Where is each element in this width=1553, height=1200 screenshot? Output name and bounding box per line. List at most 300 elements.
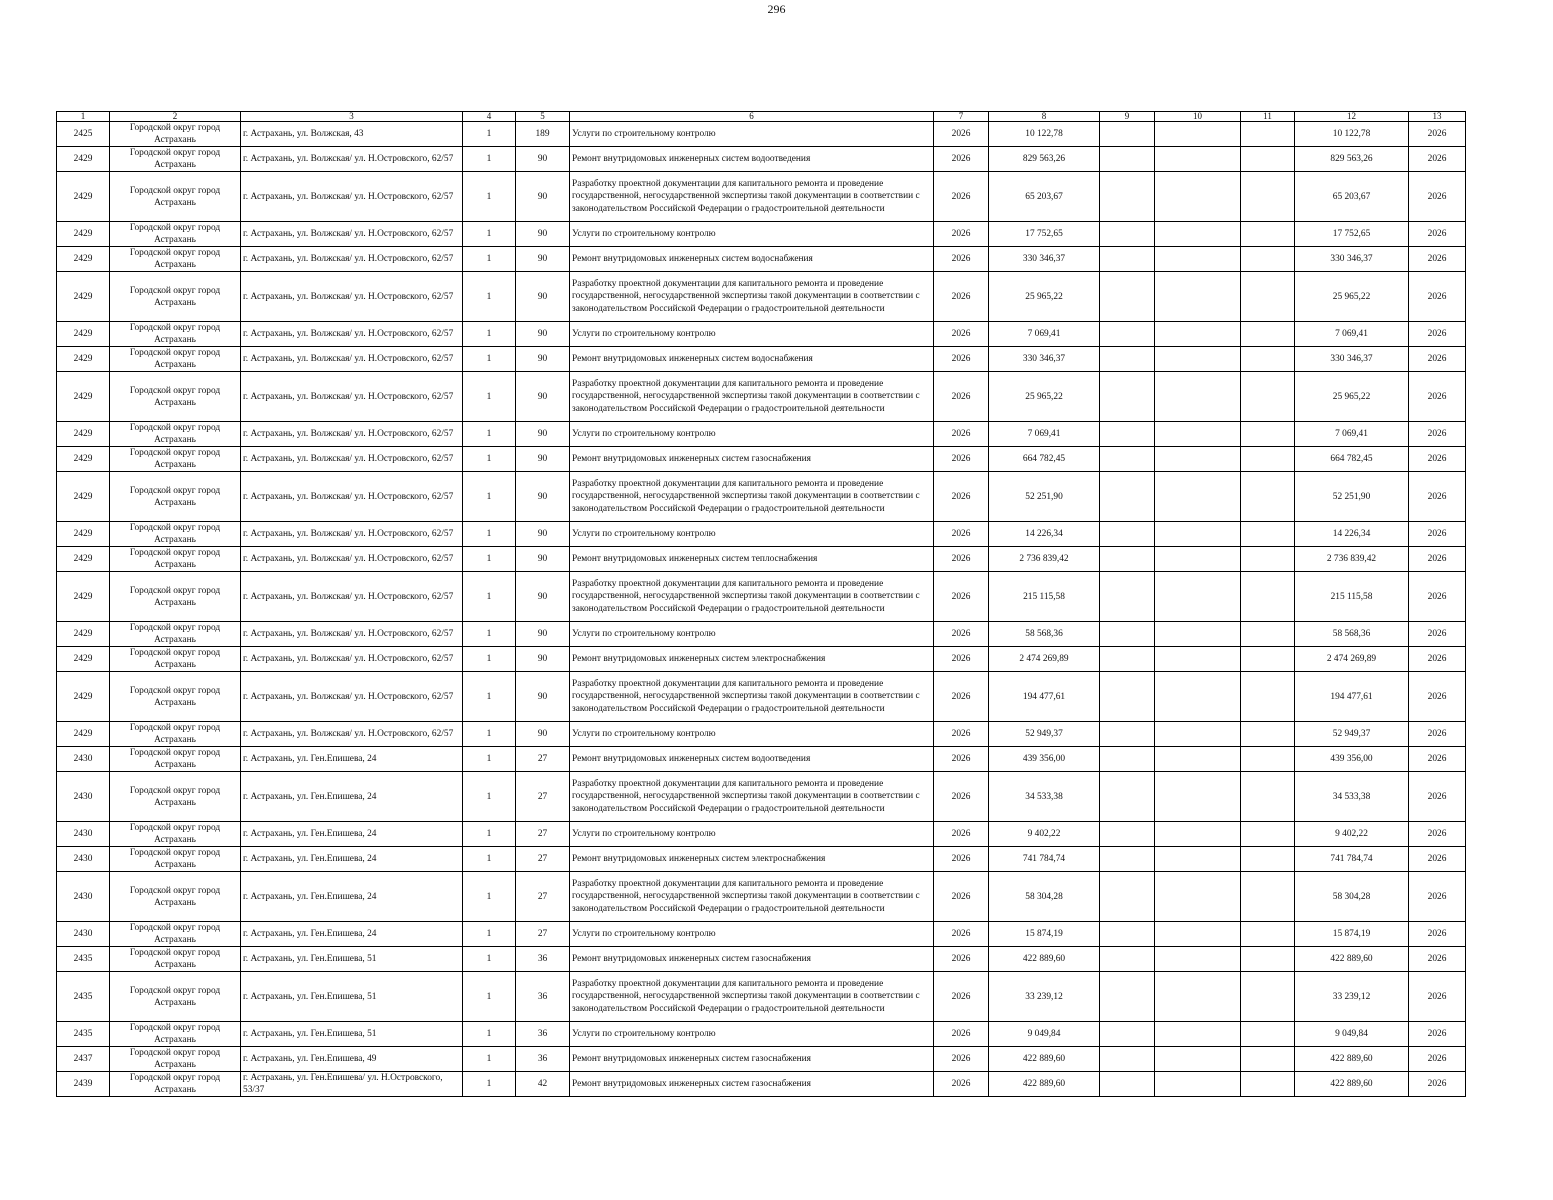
- col4-cell: 1: [463, 722, 516, 747]
- cost-cell: 422 889,60: [989, 1047, 1100, 1072]
- municipality-cell: Городской округ город Астрахань: [110, 672, 241, 722]
- year-cell: 2026: [934, 122, 989, 147]
- municipality-cell: Городской округ город Астрахань: [110, 947, 241, 972]
- work-type-cell: Услуги по строительному контролю: [570, 522, 934, 547]
- col10-cell: [1155, 1022, 1241, 1047]
- year-cell: 2026: [934, 1072, 989, 1097]
- object-id-cell: 2429: [57, 322, 110, 347]
- col4-cell: 1: [463, 122, 516, 147]
- col4-cell: 1: [463, 522, 516, 547]
- year-cell: 2026: [934, 447, 989, 472]
- col9-cell: [1100, 147, 1155, 172]
- total-cost-cell: 215 115,58: [1295, 572, 1409, 622]
- col10-cell: [1155, 422, 1241, 447]
- col4-cell: 1: [463, 847, 516, 872]
- completion-year-cell: 2026: [1409, 522, 1466, 547]
- total-cost-cell: 25 965,22: [1295, 272, 1409, 322]
- col11-cell: [1241, 322, 1295, 347]
- column-header: 5: [516, 112, 570, 122]
- work-type-cell: Ремонт внутридомовых инженерных систем водоснабжения: [570, 347, 934, 372]
- col10-cell: [1155, 172, 1241, 222]
- total-cost-cell: 33 239,12: [1295, 972, 1409, 1022]
- address-cell: г. Астрахань, ул. Ген.Епишева, 24: [241, 822, 463, 847]
- total-cost-cell: 439 356,00: [1295, 747, 1409, 772]
- cost-cell: 58 304,28: [989, 872, 1100, 922]
- col4-cell: 1: [463, 772, 516, 822]
- col9-cell: [1100, 1047, 1155, 1072]
- col5-cell: 42: [516, 1072, 570, 1097]
- year-cell: 2026: [934, 922, 989, 947]
- total-cost-cell: 7 069,41: [1295, 322, 1409, 347]
- municipality-cell: Городской округ город Астрахань: [110, 722, 241, 747]
- col4-cell: 1: [463, 922, 516, 947]
- object-id-cell: 2439: [57, 1072, 110, 1097]
- cost-cell: 65 203,67: [989, 172, 1100, 222]
- col5-cell: 90: [516, 372, 570, 422]
- address-cell: г. Астрахань, ул. Ген.Епишева, 51: [241, 1022, 463, 1047]
- col5-cell: 90: [516, 472, 570, 522]
- cost-cell: 330 346,37: [989, 247, 1100, 272]
- year-cell: 2026: [934, 672, 989, 722]
- col4-cell: 1: [463, 1072, 516, 1097]
- col4-cell: 1: [463, 247, 516, 272]
- col9-cell: [1100, 947, 1155, 972]
- year-cell: 2026: [934, 547, 989, 572]
- total-cost-cell: 2 736 839,42: [1295, 547, 1409, 572]
- work-type-cell: Ремонт внутридомовых инженерных систем теплоснабжения: [570, 547, 934, 572]
- object-id-cell: 2429: [57, 247, 110, 272]
- address-cell: г. Астрахань, ул. Волжская/ ул. Н.Островского, 62/57: [241, 422, 463, 447]
- col11-cell: [1241, 272, 1295, 322]
- total-cost-cell: 34 533,38: [1295, 772, 1409, 822]
- col9-cell: [1100, 247, 1155, 272]
- column-header: 13: [1409, 112, 1466, 122]
- completion-year-cell: 2026: [1409, 472, 1466, 522]
- col9-cell: [1100, 772, 1155, 822]
- completion-year-cell: 2026: [1409, 822, 1466, 847]
- col10-cell: [1155, 722, 1241, 747]
- col4-cell: 1: [463, 472, 516, 522]
- object-id-cell: 2429: [57, 347, 110, 372]
- table-row: [57, 272, 1466, 322]
- table-row: [57, 622, 1466, 647]
- col10-cell: [1155, 147, 1241, 172]
- col5-cell: 90: [516, 322, 570, 347]
- work-type-cell: Услуги по строительному контролю: [570, 722, 934, 747]
- col10-cell: [1155, 272, 1241, 322]
- work-type-cell: Ремонт внутридомовых инженерных систем водоотведения: [570, 147, 934, 172]
- table-row: [57, 922, 1466, 947]
- col9-cell: [1100, 722, 1155, 747]
- address-cell: г. Астрахань, ул. Волжская/ ул. Н.Островского, 62/57: [241, 572, 463, 622]
- object-id-cell: 2435: [57, 972, 110, 1022]
- col9-cell: [1100, 872, 1155, 922]
- cost-cell: 34 533,38: [989, 772, 1100, 822]
- completion-year-cell: 2026: [1409, 447, 1466, 472]
- municipality-cell: Городской округ город Астрахань: [110, 1047, 241, 1072]
- col9-cell: [1100, 1022, 1155, 1047]
- col10-cell: [1155, 1047, 1241, 1072]
- col9-cell: [1100, 822, 1155, 847]
- address-cell: г. Астрахань, ул. Ген.Епишева, 24: [241, 847, 463, 872]
- col11-cell: [1241, 822, 1295, 847]
- registry-table: [56, 111, 1466, 1097]
- col5-cell: 36: [516, 947, 570, 972]
- year-cell: 2026: [934, 822, 989, 847]
- table-row: [57, 822, 1466, 847]
- col4-cell: 1: [463, 147, 516, 172]
- address-cell: г. Астрахань, ул. Волжская/ ул. Н.Островского, 62/57: [241, 322, 463, 347]
- object-id-cell: 2429: [57, 372, 110, 422]
- table-row: [57, 647, 1466, 672]
- col5-cell: 27: [516, 922, 570, 947]
- object-id-cell: 2429: [57, 522, 110, 547]
- object-id-cell: 2429: [57, 547, 110, 572]
- completion-year-cell: 2026: [1409, 672, 1466, 722]
- col4-cell: 1: [463, 347, 516, 372]
- total-cost-cell: 2 474 269,89: [1295, 647, 1409, 672]
- cost-cell: 422 889,60: [989, 947, 1100, 972]
- municipality-cell: Городской округ город Астрахань: [110, 522, 241, 547]
- address-cell: г. Астрахань, ул. Ген.Епишева, 24: [241, 747, 463, 772]
- col10-cell: [1155, 347, 1241, 372]
- table-row: [57, 847, 1466, 872]
- cost-cell: 25 965,22: [989, 272, 1100, 322]
- total-cost-cell: 194 477,61: [1295, 672, 1409, 722]
- total-cost-cell: 10 122,78: [1295, 122, 1409, 147]
- cost-cell: 194 477,61: [989, 672, 1100, 722]
- col9-cell: [1100, 647, 1155, 672]
- cost-cell: 15 874,19: [989, 922, 1100, 947]
- municipality-cell: Городской округ город Астрахань: [110, 247, 241, 272]
- col11-cell: [1241, 1072, 1295, 1097]
- col10-cell: [1155, 822, 1241, 847]
- year-cell: 2026: [934, 172, 989, 222]
- col11-cell: [1241, 247, 1295, 272]
- address-cell: г. Астрахань, ул. Волжская/ ул. Н.Островского, 62/57: [241, 172, 463, 222]
- col4-cell: 1: [463, 1047, 516, 1072]
- work-type-cell: Ремонт внутридомовых инженерных систем электроснабжения: [570, 647, 934, 672]
- municipality-cell: Городской округ город Астрахань: [110, 322, 241, 347]
- address-cell: г. Астрахань, ул. Ген.Епишева, 24: [241, 922, 463, 947]
- table-body: [57, 122, 1466, 1097]
- table-row: [57, 422, 1466, 447]
- municipality-cell: Городской округ город Астрахань: [110, 622, 241, 647]
- year-cell: 2026: [934, 472, 989, 522]
- col10-cell: [1155, 247, 1241, 272]
- address-cell: г. Астрахань, ул. Волжская/ ул. Н.Островского, 62/57: [241, 522, 463, 547]
- col11-cell: [1241, 1047, 1295, 1072]
- col9-cell: [1100, 272, 1155, 322]
- col11-cell: [1241, 922, 1295, 947]
- total-cost-cell: 14 226,34: [1295, 522, 1409, 547]
- object-id-cell: 2430: [57, 872, 110, 922]
- total-cost-cell: 829 563,26: [1295, 147, 1409, 172]
- cost-cell: 33 239,12: [989, 972, 1100, 1022]
- col5-cell: 90: [516, 247, 570, 272]
- object-id-cell: 2430: [57, 772, 110, 822]
- col11-cell: [1241, 222, 1295, 247]
- table-row: [57, 572, 1466, 622]
- col11-cell: [1241, 1022, 1295, 1047]
- col11-cell: [1241, 447, 1295, 472]
- col11-cell: [1241, 472, 1295, 522]
- year-cell: 2026: [934, 322, 989, 347]
- column-header: 4: [463, 112, 516, 122]
- total-cost-cell: 9 402,22: [1295, 822, 1409, 847]
- year-cell: 2026: [934, 972, 989, 1022]
- col5-cell: 90: [516, 622, 570, 647]
- col4-cell: 1: [463, 372, 516, 422]
- col9-cell: [1100, 922, 1155, 947]
- table-row: [57, 672, 1466, 722]
- year-cell: 2026: [934, 647, 989, 672]
- object-id-cell: 2430: [57, 847, 110, 872]
- column-header: 10: [1155, 112, 1241, 122]
- cost-cell: 7 069,41: [989, 422, 1100, 447]
- column-header: 2: [110, 112, 241, 122]
- completion-year-cell: 2026: [1409, 272, 1466, 322]
- col11-cell: [1241, 622, 1295, 647]
- col4-cell: 1: [463, 747, 516, 772]
- table-row: [57, 372, 1466, 422]
- col9-cell: [1100, 572, 1155, 622]
- table-row: [57, 472, 1466, 522]
- municipality-cell: Городской округ город Астрахань: [110, 222, 241, 247]
- municipality-cell: Городской округ город Астрахань: [110, 372, 241, 422]
- col5-cell: 90: [516, 547, 570, 572]
- municipality-cell: Городской округ город Астрахань: [110, 872, 241, 922]
- col4-cell: 1: [463, 322, 516, 347]
- col10-cell: [1155, 872, 1241, 922]
- work-type-cell: Ремонт внутридомовых инженерных систем газоснабжения: [570, 1072, 934, 1097]
- completion-year-cell: 2026: [1409, 872, 1466, 922]
- year-cell: 2026: [934, 572, 989, 622]
- col4-cell: 1: [463, 822, 516, 847]
- year-cell: 2026: [934, 522, 989, 547]
- municipality-cell: Городской округ город Астрахань: [110, 172, 241, 222]
- address-cell: г. Астрахань, ул. Ген.Епишева, 24: [241, 772, 463, 822]
- object-id-cell: 2430: [57, 822, 110, 847]
- work-type-cell: Ремонт внутридомовых инженерных систем газоснабжения: [570, 947, 934, 972]
- col9-cell: [1100, 447, 1155, 472]
- year-cell: 2026: [934, 872, 989, 922]
- cost-cell: 215 115,58: [989, 572, 1100, 622]
- col10-cell: [1155, 922, 1241, 947]
- table-row: [57, 322, 1466, 347]
- col10-cell: [1155, 647, 1241, 672]
- object-id-cell: 2429: [57, 472, 110, 522]
- col4-cell: 1: [463, 1022, 516, 1047]
- year-cell: 2026: [934, 622, 989, 647]
- work-type-cell: Разработку проектной документации для капитального ремонта и проведение государственной, негосударственной экспертизы такой документации в соответствии с законодательством Российской Федерации о градостроительной деятельности: [570, 772, 934, 822]
- total-cost-cell: 52 251,90: [1295, 472, 1409, 522]
- address-cell: г. Астрахань, ул. Волжская/ ул. Н.Островского, 62/57: [241, 247, 463, 272]
- cost-cell: 52 251,90: [989, 472, 1100, 522]
- cost-cell: 2 474 269,89: [989, 647, 1100, 672]
- col4-cell: 1: [463, 572, 516, 622]
- col4-cell: 1: [463, 947, 516, 972]
- col11-cell: [1241, 347, 1295, 372]
- work-type-cell: Услуги по строительному контролю: [570, 922, 934, 947]
- work-type-cell: Услуги по строительному контролю: [570, 822, 934, 847]
- municipality-cell: Городской округ город Астрахань: [110, 922, 241, 947]
- table-row: [57, 747, 1466, 772]
- table-row: [57, 447, 1466, 472]
- completion-year-cell: 2026: [1409, 647, 1466, 672]
- year-cell: 2026: [934, 847, 989, 872]
- work-type-cell: Ремонт внутридомовых инженерных систем водоотведения: [570, 747, 934, 772]
- col10-cell: [1155, 472, 1241, 522]
- col9-cell: [1100, 847, 1155, 872]
- object-id-cell: 2429: [57, 572, 110, 622]
- col11-cell: [1241, 122, 1295, 147]
- completion-year-cell: 2026: [1409, 247, 1466, 272]
- col10-cell: [1155, 747, 1241, 772]
- col4-cell: 1: [463, 872, 516, 922]
- work-type-cell: Ремонт внутридомовых инженерных систем водоснабжения: [570, 247, 934, 272]
- municipality-cell: Городской округ город Астрахань: [110, 422, 241, 447]
- col9-cell: [1100, 472, 1155, 522]
- address-cell: г. Астрахань, ул. Ген.Епишева, 24: [241, 872, 463, 922]
- address-cell: г. Астрахань, ул. Волжская/ ул. Н.Островского, 62/57: [241, 722, 463, 747]
- object-id-cell: 2429: [57, 172, 110, 222]
- col4-cell: 1: [463, 272, 516, 322]
- address-cell: г. Астрахань, ул. Волжская/ ул. Н.Островского, 62/57: [241, 147, 463, 172]
- address-cell: г. Астрахань, ул. Волжская/ ул. Н.Островского, 62/57: [241, 672, 463, 722]
- object-id-cell: 2430: [57, 922, 110, 947]
- address-cell: г. Астрахань, ул. Волжская/ ул. Н.Островского, 62/57: [241, 272, 463, 322]
- municipality-cell: Городской округ город Астрахань: [110, 1072, 241, 1097]
- total-cost-cell: 9 049,84: [1295, 1022, 1409, 1047]
- table-row: [57, 872, 1466, 922]
- work-type-cell: Ремонт внутридомовых инженерных систем газоснабжения: [570, 447, 934, 472]
- year-cell: 2026: [934, 347, 989, 372]
- total-cost-cell: 741 784,74: [1295, 847, 1409, 872]
- object-id-cell: 2437: [57, 1047, 110, 1072]
- completion-year-cell: 2026: [1409, 572, 1466, 622]
- col5-cell: 27: [516, 872, 570, 922]
- col11-cell: [1241, 647, 1295, 672]
- municipality-cell: Городской округ город Астрахань: [110, 772, 241, 822]
- municipality-cell: Городской округ город Астрахань: [110, 272, 241, 322]
- completion-year-cell: 2026: [1409, 772, 1466, 822]
- municipality-cell: Городской округ город Астрахань: [110, 847, 241, 872]
- col9-cell: [1100, 172, 1155, 222]
- work-type-cell: Услуги по строительному контролю: [570, 122, 934, 147]
- table-row: [57, 972, 1466, 1022]
- total-cost-cell: 15 874,19: [1295, 922, 1409, 947]
- table-row: [57, 547, 1466, 572]
- column-number-row: [57, 112, 1466, 122]
- municipality-cell: Городской округ город Астрахань: [110, 122, 241, 147]
- col10-cell: [1155, 522, 1241, 547]
- work-type-cell: Ремонт внутридомовых инженерных систем газоснабжения: [570, 1047, 934, 1072]
- col5-cell: 90: [516, 447, 570, 472]
- object-id-cell: 2429: [57, 647, 110, 672]
- year-cell: 2026: [934, 422, 989, 447]
- col11-cell: [1241, 572, 1295, 622]
- col5-cell: 90: [516, 147, 570, 172]
- work-type-cell: Услуги по строительному контролю: [570, 222, 934, 247]
- completion-year-cell: 2026: [1409, 222, 1466, 247]
- table-row: [57, 247, 1466, 272]
- municipality-cell: Городской округ город Астрахань: [110, 547, 241, 572]
- work-type-cell: Услуги по строительному контролю: [570, 422, 934, 447]
- municipality-cell: Городской округ город Астрахань: [110, 972, 241, 1022]
- work-type-cell: Услуги по строительному контролю: [570, 1022, 934, 1047]
- col10-cell: [1155, 322, 1241, 347]
- col10-cell: [1155, 622, 1241, 647]
- col9-cell: [1100, 422, 1155, 447]
- col5-cell: 36: [516, 1022, 570, 1047]
- year-cell: 2026: [934, 1022, 989, 1047]
- col11-cell: [1241, 747, 1295, 772]
- address-cell: г. Астрахань, ул. Волжская/ ул. Н.Островского, 62/57: [241, 372, 463, 422]
- completion-year-cell: 2026: [1409, 1022, 1466, 1047]
- col10-cell: [1155, 572, 1241, 622]
- col5-cell: 90: [516, 422, 570, 447]
- table-row: [57, 222, 1466, 247]
- total-cost-cell: 422 889,60: [1295, 947, 1409, 972]
- col10-cell: [1155, 772, 1241, 822]
- year-cell: 2026: [934, 147, 989, 172]
- work-type-cell: Разработку проектной документации для капитального ремонта и проведение государственной, негосударственной экспертизы такой документации в соответствии с законодательством Российской Федерации о градостроительной деятельности: [570, 472, 934, 522]
- col5-cell: 90: [516, 522, 570, 547]
- cost-cell: 664 782,45: [989, 447, 1100, 472]
- column-header: 12: [1295, 112, 1409, 122]
- work-type-cell: Разработку проектной документации для капитального ремонта и проведение государственной, негосударственной экспертизы такой документации в соответствии с законодательством Российской Федерации о градостроительной деятельности: [570, 272, 934, 322]
- total-cost-cell: 664 782,45: [1295, 447, 1409, 472]
- col9-cell: [1100, 122, 1155, 147]
- completion-year-cell: 2026: [1409, 1047, 1466, 1072]
- table-row: [57, 947, 1466, 972]
- col9-cell: [1100, 1072, 1155, 1097]
- column-header: 9: [1100, 112, 1155, 122]
- col10-cell: [1155, 847, 1241, 872]
- work-type-cell: Разработку проектной документации для капитального ремонта и проведение государственной, негосударственной экспертизы такой документации в соответствии с законодательством Российской Федерации о градостроительной деятельности: [570, 172, 934, 222]
- work-type-cell: Разработку проектной документации для капитального ремонта и проведение государственной, негосударственной экспертизы такой документации в соответствии с законодательством Российской Федерации о градостроительной деятельности: [570, 372, 934, 422]
- work-type-cell: Ремонт внутридомовых инженерных систем электроснабжения: [570, 847, 934, 872]
- cost-cell: 9 049,84: [989, 1022, 1100, 1047]
- work-type-cell: Разработку проектной документации для капитального ремонта и проведение государственной, негосударственной экспертизы такой документации в соответствии с законодательством Российской Федерации о градостроительной деятельности: [570, 872, 934, 922]
- cost-cell: 17 752,65: [989, 222, 1100, 247]
- cost-cell: 7 069,41: [989, 322, 1100, 347]
- page-number: 296: [767, 2, 786, 16]
- address-cell: г. Астрахань, ул. Волжская/ ул. Н.Островского, 62/57: [241, 347, 463, 372]
- cost-cell: 14 226,34: [989, 522, 1100, 547]
- total-cost-cell: 17 752,65: [1295, 222, 1409, 247]
- completion-year-cell: 2026: [1409, 547, 1466, 572]
- table-row: [57, 172, 1466, 222]
- table-row: [57, 1022, 1466, 1047]
- col10-cell: [1155, 372, 1241, 422]
- col11-cell: [1241, 372, 1295, 422]
- col11-cell: [1241, 147, 1295, 172]
- col10-cell: [1155, 547, 1241, 572]
- completion-year-cell: 2026: [1409, 347, 1466, 372]
- municipality-cell: Городской округ город Астрахань: [110, 447, 241, 472]
- work-type-cell: Разработку проектной документации для капитального ремонта и проведение государственной, негосударственной экспертизы такой документации в соответствии с законодательством Российской Федерации о градостроительной деятельности: [570, 672, 934, 722]
- object-id-cell: 2429: [57, 147, 110, 172]
- municipality-cell: Городской округ город Астрахань: [110, 147, 241, 172]
- address-cell: г. Астрахань, ул. Волжская/ ул. Н.Островского, 62/57: [241, 647, 463, 672]
- col5-cell: 27: [516, 772, 570, 822]
- cost-cell: 829 563,26: [989, 147, 1100, 172]
- address-cell: г. Астрахань, ул. Волжская/ ул. Н.Островского, 62/57: [241, 547, 463, 572]
- total-cost-cell: 330 346,37: [1295, 247, 1409, 272]
- object-id-cell: 2429: [57, 722, 110, 747]
